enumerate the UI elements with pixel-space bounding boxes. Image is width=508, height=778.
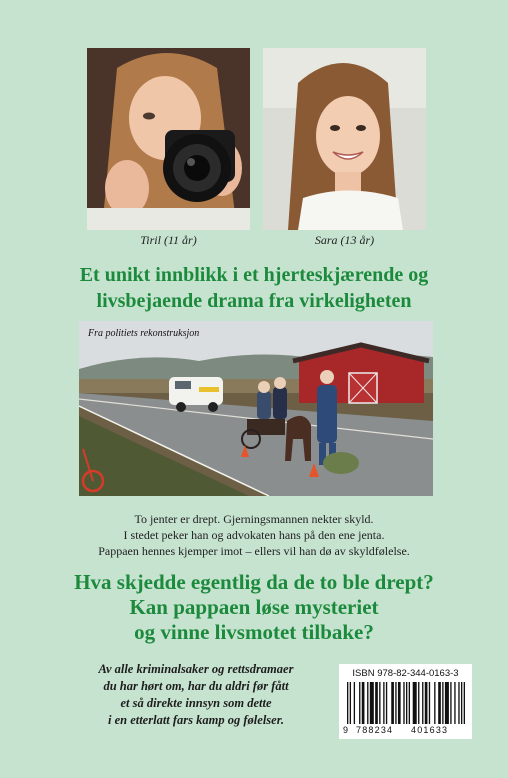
tagline-line-1: Et unikt innblikk i et hjerteskjærende og — [79, 264, 429, 286]
photo-smiling-girl — [263, 48, 426, 230]
barcode-bar — [359, 682, 360, 724]
barcode-digits-left: 788234 — [356, 725, 394, 735]
barcode-bar — [375, 682, 378, 724]
barcode-bar — [422, 682, 423, 724]
barcode-bar — [362, 682, 365, 724]
blurb-line-3: et så direkte innsyn som dette — [120, 696, 272, 710]
barcode-bar — [409, 682, 410, 724]
synopsis-line-3: Pappaen hennes kjemper imot – ellers vil han dø av skyldfølelse. — [98, 544, 410, 558]
barcode-bar — [442, 682, 443, 724]
barcode-bar — [429, 682, 430, 724]
barcode-bar — [354, 682, 355, 724]
barcode-bar — [406, 682, 407, 724]
barcode-bar — [454, 682, 455, 724]
barcode-bar — [403, 682, 404, 724]
barcode-bar — [386, 682, 387, 724]
barcode-bar — [425, 682, 428, 724]
question-heading — [0, 570, 508, 645]
isbn-barcode — [339, 664, 472, 739]
photo-caption-tiril: Tiril (11 år) — [140, 233, 197, 247]
barcode-digit-first: 9 — [343, 725, 350, 735]
photo-police-reconstruction — [79, 321, 433, 496]
barcode-bar — [418, 682, 419, 724]
barcode-bar — [379, 682, 380, 724]
barcode-bar — [434, 682, 435, 724]
barcode-bar — [383, 682, 384, 724]
photo-caption-sara: Sara (13 år) — [314, 233, 375, 247]
question-line-3: og vinne livsmotet tilbake? — [134, 620, 374, 644]
blurb-line-2: du har hørt om, har du aldri før fått — [103, 679, 289, 693]
question-line-2: Kan pappaen løse mysteriet — [129, 595, 379, 619]
barcode-bars — [347, 682, 465, 724]
scene-caption: Fra politiets rekonstruksjon — [88, 328, 200, 339]
tagline-line-2: livsbejaende drama fra virkeligheten — [96, 290, 412, 312]
barcode-bar — [461, 682, 462, 724]
barcode-bar — [450, 682, 451, 724]
barcode-digits-right: 401633 — [411, 725, 449, 735]
barcode-bar — [398, 682, 401, 724]
barcode-bar — [370, 682, 374, 724]
blurb-text — [70, 661, 322, 729]
photo-girl-with-camera — [87, 48, 250, 230]
barcode-bar — [464, 682, 465, 724]
synopsis-text — [0, 511, 508, 559]
barcode-bar — [458, 682, 459, 724]
synopsis-line-2: I stedet peker han og advokaten hans på den ene jenta. — [123, 528, 385, 542]
barcode-bar — [391, 682, 394, 724]
synopsis-line-1: To jenter er drept. Gjerningsmannen nekter skyld. — [134, 512, 374, 526]
isbn-label: ISBN 978-82-344-0163-3 — [352, 668, 459, 679]
barcode-bar — [413, 682, 417, 724]
question-line-1: Hva skjedde egentlig da de to ble drept? — [74, 570, 434, 594]
barcode-bar — [438, 682, 441, 724]
barcode-bar — [347, 682, 348, 724]
barcode-bar — [350, 682, 351, 724]
tagline-heading — [0, 262, 508, 314]
blurb-line-1: Av alle kriminalsaker og rettsdramaer — [98, 662, 294, 676]
barcode-bar — [395, 682, 396, 724]
barcode-bar — [445, 682, 449, 724]
barcode-bar — [367, 682, 368, 724]
blurb-line-4: i en etterlatt fars kamp og følelser. — [107, 713, 285, 727]
